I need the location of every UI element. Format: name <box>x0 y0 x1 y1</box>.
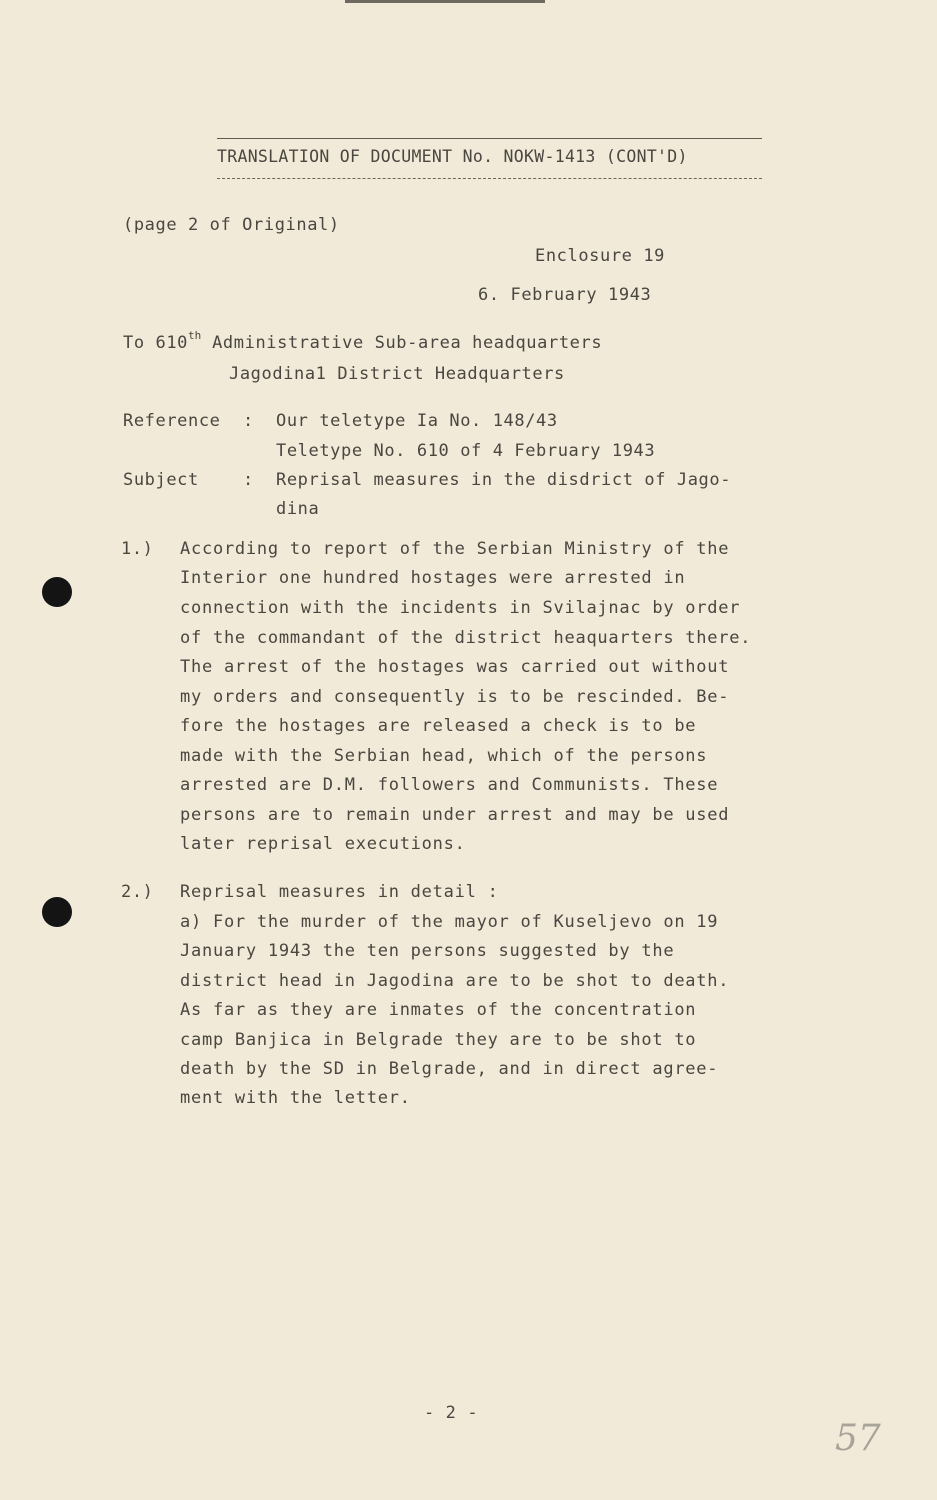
item-1-number: 1.) <box>121 539 154 559</box>
subject-line-1: Reprisal measures in the disdrict of Jago- <box>276 470 732 490</box>
item-2-line: death by the SD in Belgrade, and in direct agree- <box>180 1059 719 1079</box>
item-1-line: later reprisal executions. <box>180 834 466 854</box>
item-1-line: my orders and consequently is to be rescinded. Be- <box>180 687 730 707</box>
item-2-number: 2.) <box>121 882 154 902</box>
item-2-line: ment with the letter. <box>180 1088 411 1108</box>
item-1-line: arrested are D.M. followers and Communists. These <box>180 775 719 795</box>
subject-label: Subject <box>123 470 199 490</box>
document-date: 6. February 1943 <box>478 285 652 305</box>
item-2-line: As far as they are inmates of the concentration <box>180 1000 697 1020</box>
item-2-line: camp Banjica in Belgrade they are to be shot to <box>180 1030 697 1050</box>
item-1-line: persons are to remain under arrest and may be used <box>180 805 730 825</box>
addressee-line-1 <box>123 329 603 353</box>
addressee-line-2: Jagodina1 District Headquarters <box>229 364 565 384</box>
reference-colon: : <box>243 411 254 431</box>
reference-label: Reference <box>123 411 221 431</box>
addressee-to: To 610 <box>123 333 189 353</box>
item-2-line: January 1943 the ten persons suggested by the <box>180 941 675 961</box>
reference-line-1: Our teletype Ia No. 148/43 <box>276 411 558 431</box>
item-1-line: made with the Serbian head, which of the persons <box>180 746 708 766</box>
top-edge-mark <box>345 0 545 3</box>
addressee-superscript: th <box>188 329 202 342</box>
item-2-line: a) For the murder of the mayor of Kuseljevo on 19 <box>180 912 719 932</box>
enclosure-label: Enclosure 19 <box>535 246 666 266</box>
item-1-line: The arrest of the hostages was carried out without <box>180 657 730 677</box>
item-2-line: district head in Jagodina are to be shot to death. <box>180 971 730 991</box>
document-title: TRANSLATION OF DOCUMENT No. NOKW-1413 (CONT'D) <box>217 147 688 166</box>
header-top-rule <box>217 138 762 139</box>
item-1-line: of the commandant of the district heaquarters there. <box>180 628 752 648</box>
item-1-line: Interior one hundred hostages were arrested in <box>180 568 686 588</box>
addressee-unit: Administrative Sub-area headquarters <box>201 333 603 353</box>
item-1-line: fore the hostages are released a check is to be <box>180 716 697 736</box>
item-2-line: Reprisal measures in detail : <box>180 882 499 902</box>
subject-colon: : <box>243 470 254 490</box>
punch-hole-bottom <box>42 897 72 927</box>
page-number: - 2 - <box>424 1403 479 1423</box>
reference-line-2: Teletype No. 610 of 4 February 1943 <box>276 441 656 461</box>
handwritten-page-mark: 57 <box>835 1418 881 1459</box>
item-1-line: connection with the incidents in Svilajnac by order <box>180 598 741 618</box>
header-bottom-rule <box>217 178 762 179</box>
subject-line-2: dina <box>276 499 320 519</box>
page-reference: (page 2 of Original) <box>123 215 340 235</box>
item-1-line: According to report of the Serbian Ministry of the <box>180 539 730 559</box>
punch-hole-top <box>42 577 72 607</box>
